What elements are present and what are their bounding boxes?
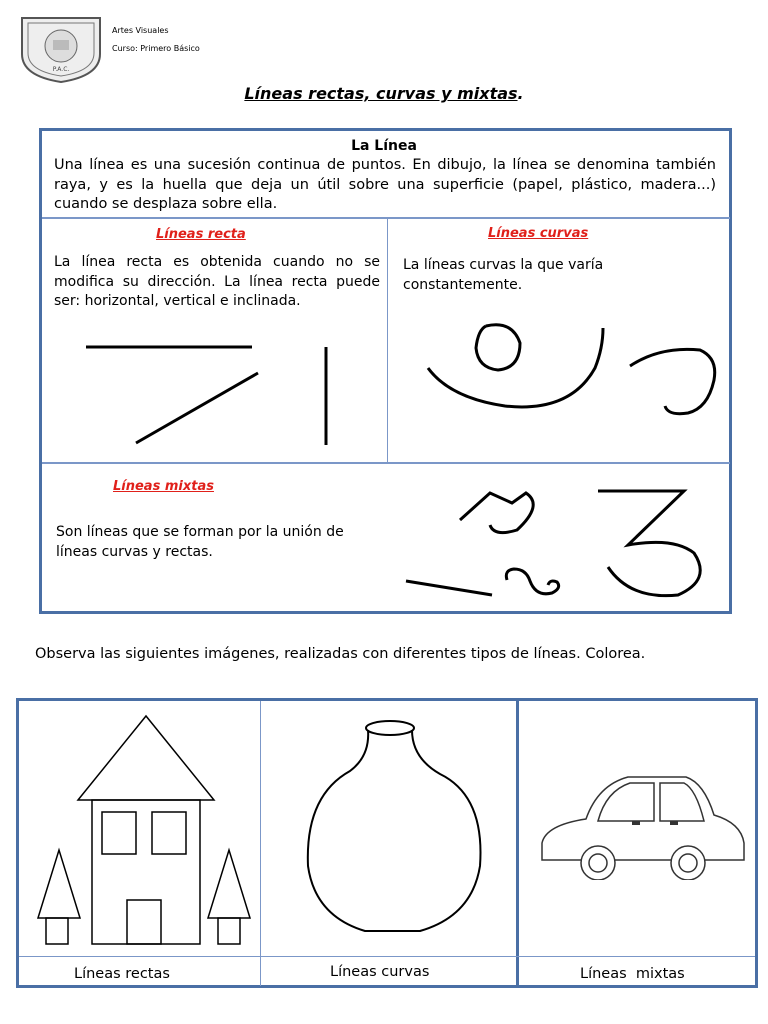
divider — [260, 701, 261, 986]
page-title: Líneas rectas, curvas y mixtas. — [244, 84, 524, 103]
instruction-text: Observa las siguientes imágenes, realizadas con diferentes tipos de líneas. Colorea. — [35, 646, 646, 662]
mixed-heading: Líneas mixtas — [113, 479, 214, 494]
caption-vase: Líneas curvas — [330, 964, 430, 980]
line-heading: La Línea — [351, 138, 417, 154]
curved-text: La líneas curvas la que varía constantemente. — [403, 257, 604, 293]
mixed-lines-drawing — [402, 485, 722, 605]
caption-car: Líneas mixtas — [580, 966, 685, 982]
divider — [19, 956, 755, 957]
course-label: Curso: Primero Básico — [112, 44, 200, 53]
straight-heading: Líneas recta — [156, 227, 246, 242]
line-definition: Una línea es una sucesión continua de puntos. En dibujo, la línea se denomina también raya, y es la huella que deja un útil sobre una superficie (papel, plástico, madera...) cuando se desplaza sobre ella. — [54, 157, 716, 212]
straight-text: La línea recta es obtenida cuando no se modifica su dirección. La línea recta puede ser: horizontal, vertical e inclinada. — [54, 254, 380, 309]
curved-lines-drawing — [420, 318, 725, 423]
divider — [516, 701, 519, 986]
divider — [387, 219, 388, 462]
caption-house: Líneas rectas — [74, 966, 170, 982]
car-drawing[interactable] — [536, 765, 751, 880]
school-logo — [20, 16, 102, 84]
mixed-text: Son líneas que se forman por la unión de líneas curvas y rectas. — [56, 524, 344, 560]
curved-heading: Líneas curvas — [488, 226, 589, 241]
divider — [42, 217, 730, 219]
divider — [42, 462, 730, 464]
svg-text:P.A.C.: P.A.C. — [52, 66, 70, 73]
subject-label: Artes Visuales — [112, 26, 169, 35]
straight-lines-drawing — [80, 335, 350, 450]
house-drawing[interactable] — [30, 712, 255, 947]
vase-drawing[interactable] — [290, 716, 495, 936]
